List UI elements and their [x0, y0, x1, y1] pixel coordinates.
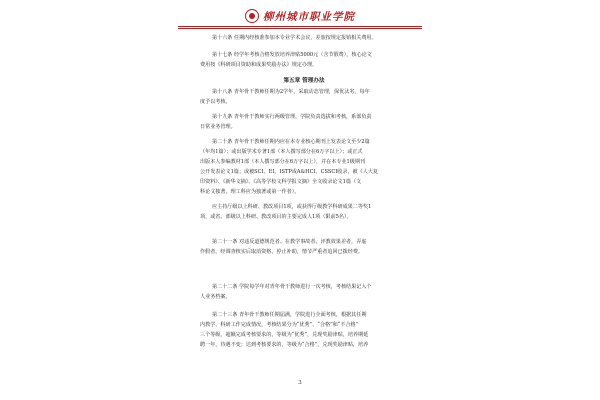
header-rule [178, 26, 422, 27]
header-title: 柳州城市职业学院 [263, 10, 355, 23]
header-rule-thin [178, 28, 422, 29]
text-line: 作假者，经调查核实后取消资格，停止补助，情节严重者追回已拨经费。 [200, 249, 364, 255]
text-line: 人业务档案。 [200, 294, 231, 300]
text-line: 应主持厅级以上科研、教改项目1项，或获得厅级教学科研成果二等奖1 [212, 204, 372, 210]
text-line: 度予以考核。 [200, 99, 231, 105]
text-line: 第十七条 经学年考核合格发放培养津贴5000元（含节假费），核心论文 [212, 52, 372, 58]
text-line: 科论文独著，理工科应为独著或第一作者）。 [200, 189, 300, 195]
text-line: 项，或省、部级以上科研、教改项目的主要完成人1项（限前5名）。 [200, 214, 352, 220]
text-line: 第十九条 青年骨干教师实行两级管理，学院负责选拔和考核，系部负责 [212, 114, 372, 120]
text-line: 聘一年，待遇不变；达到考核要求的，等级为“合格”，兑现奖励津贴，培养 [200, 342, 369, 348]
text-line: 第二十一条 对违反道德规范者、在教学事故者、评教效果差者，弄虚 [212, 239, 367, 245]
page-header [193, 7, 407, 25]
text-line: 公开发表论文1篇；或被SCI、EI、ISTP或A&HCI、CSSCI收录，被《人大复 [200, 169, 379, 175]
school-emblem-icon [245, 9, 259, 23]
text-line: 印资料》、《新华文摘》、《高等学校文科学报文摘》全文收录论文1篇（文 [200, 179, 362, 185]
text-line: 内教学、科研工作完成情况，考核结果分为“优秀”、“合格”和“不合格” [200, 322, 359, 328]
text-line: 三个等级，超额完成考核要求的，等级为“优秀”，兑现奖励津贴，培养期延 [200, 332, 369, 338]
chapter-title: 第五章 管理办法 [283, 78, 325, 84]
text-line: 第十八条 青年骨干教师任期为2学年，采取动态管理，保优汰劣，每年 [212, 89, 370, 95]
text-line: 第二十三条 青年骨干教师任期届满，学院进行全面考核，根据其任期 [212, 312, 367, 318]
text-line: 第二十二条 学院每学年对青年骨干教师进行一次考核，考核结果记入个 [212, 284, 372, 290]
text-line: 日常业务管理。 [200, 124, 236, 130]
text-line: 第二十条 青年骨干教师任期内应在本专业核心期刊上发表论文至少2篇 [212, 139, 370, 145]
text-line: 第十六条 任期内经核准参加本专业学术会议，差旅按规定报销相关费用。 [212, 35, 377, 41]
page-number: 3 [298, 380, 302, 386]
text-line: 费用按《科研项目资助和成果奖励办法》规定办理。 [200, 62, 318, 68]
text-line: 出版本人参编教材1部（本人撰写部分在6万字以上），并在本专业1级期刊 [200, 159, 366, 165]
text-line: （年均1篇）；或出版学术专著1部（本人撰写部分在6万字以上）；或正式 [200, 149, 363, 155]
